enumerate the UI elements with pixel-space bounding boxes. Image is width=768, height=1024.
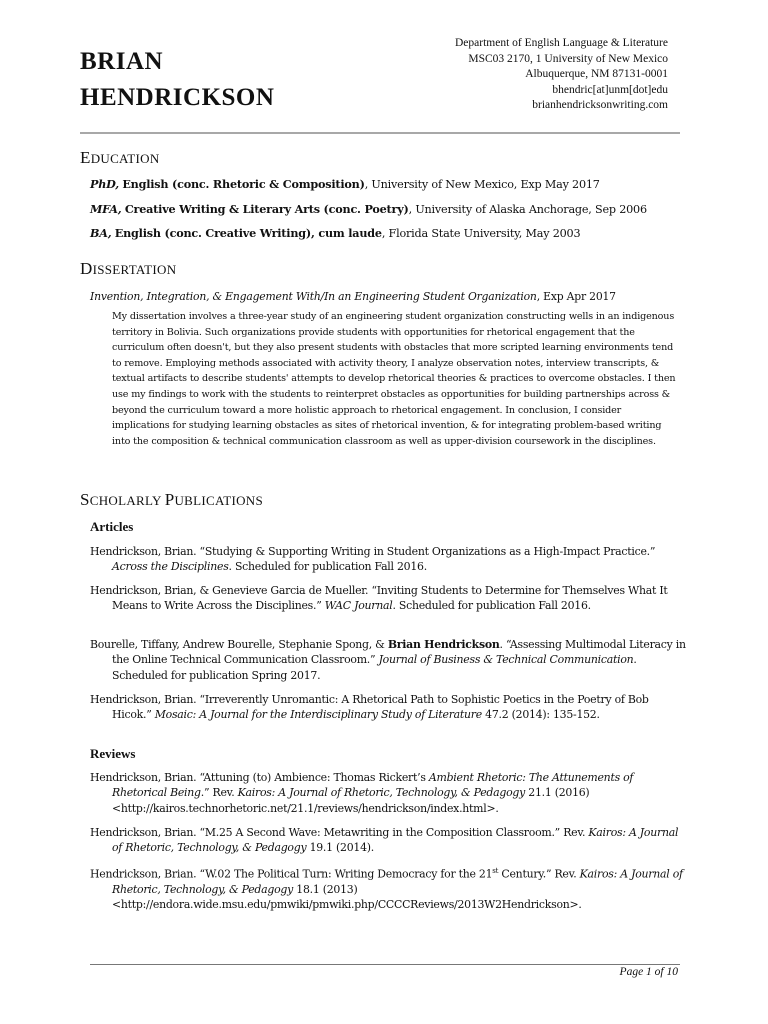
name-first: BRIAN xyxy=(80,48,164,75)
reviews-subheading: Reviews xyxy=(90,746,136,761)
contact-email: bhendric[at]unm[dot]edu xyxy=(552,83,668,96)
name-last: HENDRICKSON xyxy=(80,84,275,111)
page-number: Page 1 of 10 xyxy=(619,966,678,978)
article-entry: Hendrickson, Brian. “Studying & Supporting Writing in Student Organizations as a High-Impact Practice.” Across the Disciplines. Scheduled for publication Fall 2016. xyxy=(90,545,656,574)
review-entry: Hendrickson, Brian. “M.25 A Second Wave: Metawriting in the Composition Classroom.” Rev. Kairos: A Journal of Rhetoric, Technology, & Pedagogy 19.1 (2014). xyxy=(90,826,679,855)
education-item: PhD, English (conc. Rhetoric & Composition), University of New Mexico, Exp May 2017 xyxy=(90,177,600,191)
header-divider xyxy=(80,132,680,134)
author-name xyxy=(80,44,370,116)
contact-address: MSC03 2170, 1 University of New Mexico xyxy=(468,52,668,65)
article-entry: Hendrickson, Brian, & Genevieve Garcia de Mueller. “Inviting Students to Determine for Themselves What It Means to Write Across the Disciplines.” WAC Journal. Scheduled for publication Fall 2016. xyxy=(90,584,668,613)
education-item: MFA, Creative Writing & Literary Arts (conc. Poetry), University of Alaska Anchorage, Sep 2006 xyxy=(90,202,647,216)
dissertation-heading: DISSERTATION xyxy=(80,259,177,278)
review-entry: Hendrickson, Brian. “Attuning (to) Ambience: Thomas Rickert’s Ambient Rhetoric: The Attunements of Rhetorical Being.” Rev. Kairos: A Journal of Rhetoric, Technology, & Pedagogy 21.1 (2016) <http://kairos.technorhetoric.net/21.1/reviews/hendrickson/index.html>. xyxy=(90,771,634,815)
contact-block xyxy=(455,36,668,114)
contact-city: Albuquerque, NM 87131-0001 xyxy=(525,68,668,80)
footer-divider xyxy=(90,964,680,965)
education-item: BA, English (conc. Creative Writing), cum laude, Florida State University, May 2003 xyxy=(90,226,581,240)
review-entry: Hendrickson, Brian. “W.02 The Political Turn: Writing Democracy for the 21st Century.” Rev. Kairos: A Journal of Rhetoric, Technology, & Pedagogy 18.1 (2013) <http://endora.wide.msu.edu/pmwiki/pmwiki.php/CCCCReviews/2013W2Hendrickson>. xyxy=(90,867,683,912)
article-entry: Bourelle, Tiffany, Andrew Bourelle, Stephanie Spong, & Brian Hendrickson. “Assessing Multimodal Literacy in the Online Technical Communication Classroom.” Journal of Business & Technical Communication. Scheduled for publication Spring 2017. xyxy=(90,638,686,682)
article-entry: Hendrickson, Brian. “Irreverently Unromantic: A Rhetorical Path to Sophistic Poetics in the Poetry of Bob Hicok.” Mosaic: A Journal for the Interdisciplinary Study of Literature 47.2 (2014): 135-152. xyxy=(90,693,649,722)
dissertation-title: Invention, Integration, & Engagement With/In an Engineering Student Organization, Exp Apr 2017 xyxy=(90,290,616,303)
articles-subheading: Articles xyxy=(90,519,134,534)
contact-department: Department of English Language & Literature xyxy=(455,37,668,49)
education-heading: EDUCATION xyxy=(80,148,160,167)
dissertation-abstract: My dissertation involves a three-year study of an engineering student organization constructing wells in an indigenous territory in Bolivia. Such organizations provide students with opportunities for rhetorical engagement that the curriculum often doesn't, but they also present students with obstacles that more scripted learning environments tend to remove. Employing methods associated with activity theory, I analyze observation notes, interview transcripts, & textual artifacts to describe students' attempts to develop rhetorical theories & practices to overcome obstacles. I then use my findings to work with the students to reinterpret obstacles as opportunities for building partnerships across & beyond the curriculum toward a more holistic approach to rhetorical engagement. In conclusion, I consider implications for studying learning obstacles as sites of rhetorical invention, & for integrating problem-based writing into the composition & technical communication classroom as well as upper-division coursework in the disciplines. xyxy=(112,311,676,447)
contact-website: brianhendricksonwriting.com xyxy=(532,99,668,111)
publications-heading: SCHOLARLY PUBLICATIONS xyxy=(80,490,264,509)
